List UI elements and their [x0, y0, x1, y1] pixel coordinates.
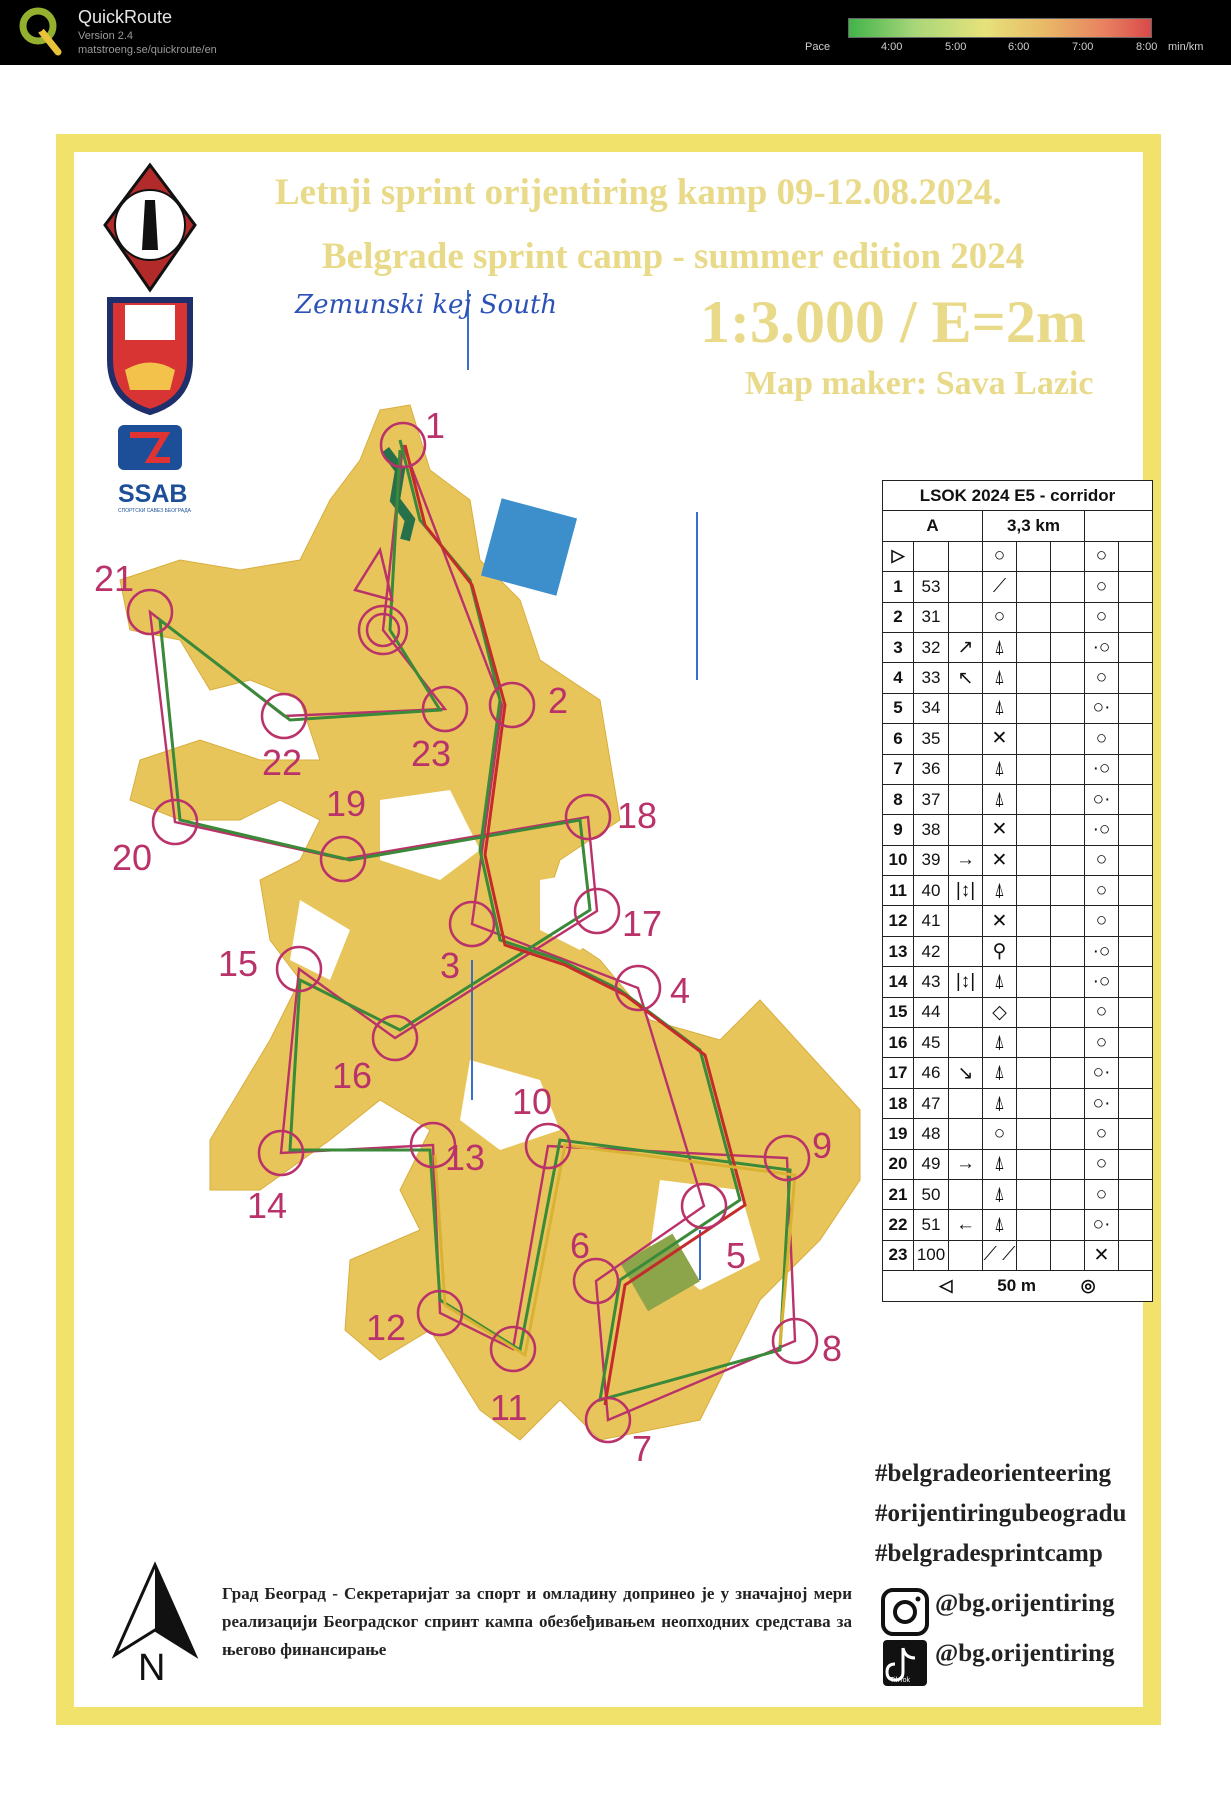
map-scale: 1:3.000 / E=2m	[700, 289, 1086, 355]
direction-cell	[949, 724, 983, 754]
circle-icon: ○	[983, 541, 1017, 571]
map-title-sr: Letnji sprint orijentiring kamp 09-12.08.2024.	[275, 172, 1002, 213]
control-code-cell: 53	[914, 572, 949, 602]
direction-cell	[949, 1179, 983, 1209]
position-symbol-cell: ○	[1085, 602, 1119, 632]
control-number-cell: 7	[883, 754, 914, 784]
finish-distance: 50 m	[997, 1275, 1036, 1295]
ssab-logo-text: SSAB	[118, 480, 188, 508]
control-code-cell: 35	[914, 724, 949, 754]
control-number: 16	[332, 1055, 373, 1096]
orienteering-map[interactable]	[0, 65, 1231, 1809]
north-label: N	[138, 1647, 166, 1689]
qgis-logo-icon	[18, 6, 64, 56]
control-number: 18	[617, 795, 658, 836]
control-number-cell: 18	[883, 1088, 914, 1118]
direction-cell	[949, 1119, 983, 1149]
feature-symbol-cell: ⍋	[983, 754, 1017, 784]
pace-tick: 5:00	[945, 41, 967, 53]
control-row	[883, 602, 1153, 632]
control-number: 22	[262, 742, 303, 783]
control-number: 9	[812, 1125, 833, 1166]
control-number-cell: 2	[883, 602, 914, 632]
control-code-cell: 50	[914, 1179, 949, 1209]
control-row	[883, 1240, 1153, 1270]
control-number-cell: 13	[883, 936, 914, 966]
control-row	[883, 632, 1153, 662]
position-symbol-cell: ·○	[1085, 754, 1119, 784]
belgrade-coat-of-arms	[110, 300, 190, 412]
direction-cell	[949, 997, 983, 1027]
position-icon: ○	[1085, 541, 1119, 571]
control-number: 5	[726, 1235, 747, 1276]
position-symbol-cell: ○	[1085, 724, 1119, 754]
control-code-cell: 37	[914, 784, 949, 814]
position-symbol-cell: ○·	[1085, 693, 1119, 723]
feature-symbol-cell: ○	[983, 1119, 1017, 1149]
control-code-cell: 100	[914, 1240, 949, 1270]
position-symbol-cell: ○·	[1085, 1058, 1119, 1088]
app-title: QuickRoute	[78, 7, 173, 27]
feature-symbol-cell: ⍋	[983, 876, 1017, 906]
control-number: 7	[632, 1428, 653, 1469]
control-number: 17	[622, 903, 663, 944]
control-number: 6	[570, 1225, 591, 1266]
feature-symbol-cell: ○	[983, 602, 1017, 632]
control-number: 23	[411, 733, 452, 774]
control-number-cell: 4	[883, 663, 914, 693]
control-row	[883, 754, 1153, 784]
control-row	[883, 967, 1153, 997]
control-number: 4	[670, 970, 691, 1011]
direction-cell	[949, 906, 983, 936]
feature-symbol-cell: ✕	[983, 724, 1017, 754]
feature-symbol-cell: ⟋	[983, 572, 1017, 602]
feature-symbol-cell: ⍋	[983, 1058, 1017, 1088]
feature-symbol-cell: ⍋	[983, 1028, 1017, 1058]
control-number-cell: 16	[883, 1028, 914, 1058]
control-code-cell: 39	[914, 845, 949, 875]
hashtag: #orijentiringubeogradu	[875, 1500, 1127, 1527]
start-triangle-icon: ▷	[883, 541, 914, 571]
feature-symbol-cell: ⍋	[983, 784, 1017, 814]
control-row	[883, 845, 1153, 875]
north-arrow-icon	[115, 1565, 195, 1655]
direction-cell	[949, 602, 983, 632]
control-row	[883, 1149, 1153, 1179]
direction-cell: |↕|	[949, 967, 983, 997]
control-number: 2	[548, 680, 569, 721]
control-row	[883, 663, 1153, 693]
control-row	[883, 997, 1153, 1027]
position-symbol-cell: ○	[1085, 1149, 1119, 1179]
control-row	[883, 1179, 1153, 1209]
ssab-logo	[118, 425, 182, 470]
direction-cell: ↘	[949, 1058, 983, 1088]
feature-symbol-cell: ⍋	[983, 1088, 1017, 1118]
control-code-cell: 40	[914, 876, 949, 906]
control-code-cell: 48	[914, 1119, 949, 1149]
feature-symbol-cell: ⚲	[983, 936, 1017, 966]
feature-symbol-cell: ⟋ ⟋	[983, 1240, 1017, 1270]
finish-row	[883, 1271, 1153, 1301]
position-symbol-cell: ○	[1085, 1028, 1119, 1058]
control-number-cell: 15	[883, 997, 914, 1027]
control-code-cell: 47	[914, 1088, 949, 1118]
handwritten-note: Zemunski kej South	[295, 290, 558, 320]
control-number-cell: 22	[883, 1210, 914, 1240]
feature-symbol-cell: ⍋	[983, 663, 1017, 693]
quickroute-header	[0, 0, 1231, 65]
control-code-cell: 44	[914, 997, 949, 1027]
position-symbol-cell: ○·	[1085, 1210, 1119, 1240]
control-row	[883, 906, 1153, 936]
control-number: 11	[490, 1387, 528, 1428]
control-code-cell: 34	[914, 693, 949, 723]
position-symbol-cell: ·○	[1085, 632, 1119, 662]
feature-symbol-cell: ⍋	[983, 1149, 1017, 1179]
control-code-cell: 38	[914, 815, 949, 845]
feature-symbol-cell: ◇	[983, 997, 1017, 1027]
start-row	[883, 541, 1153, 571]
control-row	[883, 936, 1153, 966]
pace-label: Pace	[805, 41, 831, 53]
hashtag: #belgradesprintcamp	[875, 1540, 1103, 1567]
direction-cell	[949, 1088, 983, 1118]
control-number: 3	[440, 945, 461, 986]
instagram-handle[interactable]: @bg.orijentiring	[935, 1590, 1115, 1617]
control-row	[883, 1028, 1153, 1058]
card-class: A	[883, 511, 983, 541]
control-row	[883, 876, 1153, 906]
direction-cell: →	[949, 845, 983, 875]
position-symbol-cell: ○	[1085, 876, 1119, 906]
position-symbol-cell: ·○	[1085, 815, 1119, 845]
direction-cell	[949, 815, 983, 845]
control-row	[883, 724, 1153, 754]
control-row	[883, 1088, 1153, 1118]
position-symbol-cell: ○·	[1085, 784, 1119, 814]
tiktok-label: TikTok	[890, 1677, 910, 1684]
control-row	[883, 1058, 1153, 1088]
control-number: 1	[425, 405, 446, 446]
direction-cell: |↕|	[949, 876, 983, 906]
feature-symbol-cell: ✕	[983, 906, 1017, 936]
control-code-cell: 49	[914, 1149, 949, 1179]
position-symbol-cell: ·○	[1085, 967, 1119, 997]
control-number: 15	[218, 943, 259, 984]
control-code-cell: 41	[914, 906, 949, 936]
map-maker: Map maker: Sava Lazic	[745, 365, 1094, 402]
direction-cell	[949, 693, 983, 723]
finish-circle-icon: ◎	[1080, 1275, 1096, 1295]
direction-cell	[949, 936, 983, 966]
position-symbol-cell: ○	[1085, 845, 1119, 875]
direction-cell	[949, 1028, 983, 1058]
control-number: 8	[822, 1328, 843, 1369]
pace-unit: min/km	[1168, 41, 1204, 53]
control-number-cell: 5	[883, 693, 914, 723]
direction-cell	[949, 1240, 983, 1270]
hashtag: #belgradeorienteering	[875, 1460, 1112, 1487]
app-version: Version 2.4	[78, 30, 134, 42]
control-code-cell: 45	[914, 1028, 949, 1058]
feature-symbol-cell: ⍋	[983, 967, 1017, 997]
feature-symbol-cell: ⍋	[983, 1179, 1017, 1209]
direction-cell	[949, 572, 983, 602]
control-row	[883, 1210, 1153, 1240]
direction-cell	[949, 784, 983, 814]
control-row	[883, 784, 1153, 814]
position-symbol-cell: ○	[1085, 663, 1119, 693]
control-number: 20	[112, 837, 153, 878]
control-number-cell: 8	[883, 784, 914, 814]
control-number-cell: 10	[883, 845, 914, 875]
direction-cell: ↖	[949, 663, 983, 693]
control-number-cell: 6	[883, 724, 914, 754]
control-number: 14	[247, 1185, 288, 1226]
direction-cell: →	[949, 1149, 983, 1179]
control-number: 13	[445, 1137, 486, 1178]
control-number: 21	[94, 558, 135, 599]
sponsor-text: Град Београд - Секретаријат за спорт и омладину допринео је у значајној мери реализацији Београдског спринт кампа обезбеђивањем неопходних средстава за његово финансирање	[222, 1584, 852, 1659]
card-length: 3,3 km	[983, 511, 1085, 541]
control-row	[883, 572, 1153, 602]
control-description-card	[882, 480, 1153, 1302]
control-number: 12	[366, 1307, 407, 1348]
control-code-cell: 33	[914, 663, 949, 693]
control-number-cell: 9	[883, 815, 914, 845]
control-row	[883, 815, 1153, 845]
direction-cell: ↗	[949, 632, 983, 662]
feature-symbol-cell: ⍋	[983, 632, 1017, 662]
control-number-cell: 1	[883, 572, 914, 602]
instagram-icon	[883, 1590, 927, 1634]
control-number-cell: 23	[883, 1240, 914, 1270]
feature-symbol-cell: ⍋	[983, 1210, 1017, 1240]
finish-funnel-icon: ◁	[939, 1275, 953, 1295]
position-symbol-cell: ·○	[1085, 936, 1119, 966]
control-code-cell: 32	[914, 632, 949, 662]
control-row	[883, 693, 1153, 723]
position-symbol-cell: ○	[1085, 997, 1119, 1027]
control-number-cell: 11	[883, 876, 914, 906]
control-number-cell: 20	[883, 1149, 914, 1179]
feature-symbol-cell: ⍋	[983, 693, 1017, 723]
position-symbol-cell: ✕	[1085, 1240, 1119, 1270]
control-number-cell: 17	[883, 1058, 914, 1088]
control-code-cell: 42	[914, 936, 949, 966]
position-symbol-cell: ○	[1085, 572, 1119, 602]
ssab-logo-subtext: СПОРТСКИ САВЕЗ БЕОГРАДА	[118, 508, 192, 514]
control-number: 19	[326, 783, 367, 824]
position-symbol-cell: ○	[1085, 1179, 1119, 1209]
app-url[interactable]: matstroeng.se/quickroute/en	[78, 44, 217, 56]
position-symbol-cell: ○·	[1085, 1088, 1119, 1118]
card-header: LSOK 2024 E5 - corridor	[883, 481, 1153, 511]
map-title-en: Belgrade sprint camp - summer edition 2024	[322, 236, 1025, 277]
pace-tick: 7:00	[1072, 41, 1094, 53]
control-code-cell: 46	[914, 1058, 949, 1088]
control-code-cell: 36	[914, 754, 949, 784]
pace-tick: 4:00	[881, 41, 903, 53]
control-number-cell: 3	[883, 632, 914, 662]
direction-cell: ←	[949, 1210, 983, 1240]
position-symbol-cell: ○	[1085, 906, 1119, 936]
pace-color-bar	[848, 18, 1152, 38]
control-number: 10	[512, 1081, 553, 1122]
control-rows	[883, 572, 1153, 1271]
orienteering-federation-logo	[105, 165, 195, 290]
control-code-cell: 51	[914, 1210, 949, 1240]
direction-cell	[949, 754, 983, 784]
control-code-cell: 31	[914, 602, 949, 632]
control-number-cell: 12	[883, 906, 914, 936]
control-row	[883, 1119, 1153, 1149]
tiktok-handle[interactable]: @bg.orijentiring	[935, 1640, 1115, 1667]
control-number-cell: 21	[883, 1179, 914, 1209]
pace-tick: 6:00	[1008, 41, 1030, 53]
control-number-cell: 19	[883, 1119, 914, 1149]
feature-symbol-cell: ✕	[983, 815, 1017, 845]
pace-tick: 8:00	[1136, 41, 1158, 53]
feature-symbol-cell: ✕	[983, 845, 1017, 875]
control-number-cell: 14	[883, 967, 914, 997]
control-code-cell: 43	[914, 967, 949, 997]
position-symbol-cell: ○	[1085, 1119, 1119, 1149]
